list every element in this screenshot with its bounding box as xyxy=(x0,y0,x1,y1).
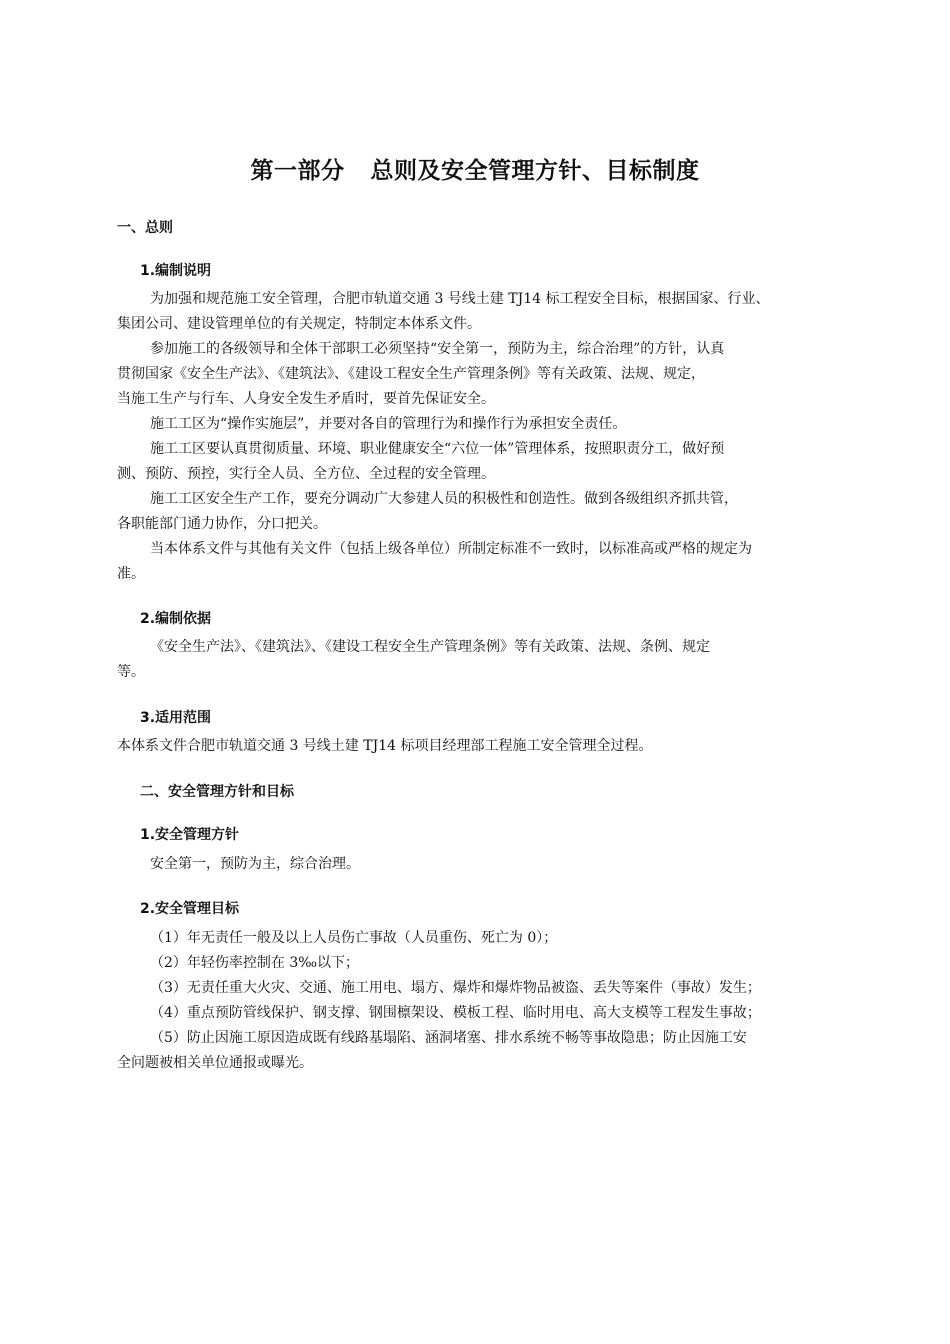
subsection-heading-1-2: 2.编制依据 xyxy=(140,611,212,627)
subsection-heading-1-3: 3.适用范围 xyxy=(140,710,212,726)
section2-sub2-body xyxy=(117,926,867,1076)
paragraph-line: 各职能部门通力协作，分口把关。 xyxy=(117,516,327,532)
section1-sub3-body xyxy=(117,734,867,759)
paragraph-line: 施工工区为“操作实施层”，并要对各自的管理行为和操作行为承担安全责任。 xyxy=(150,416,627,432)
section1-heading: 一、总则 xyxy=(117,220,173,236)
list-item: （3）无责任重大火灾、交通、施工用电、塌方、爆炸和爆炸物品被盗、丢失等案件（事故）发生； xyxy=(150,980,761,996)
paragraph-line: 施工工区要认真贯彻质量、环境、职业健康安全“六位一体”管理体系，按照职责分工，做好预 xyxy=(150,441,725,457)
list-item-continuation: 全问题被相关单位通报或曝光。 xyxy=(117,1055,313,1071)
paragraph-line: 《安全生产法》、《建筑法》、《建设工程安全生产管理条例》等有关政策、法规、条例、规定 xyxy=(150,639,710,655)
subsection-heading-2-2: 2.安全管理目标 xyxy=(140,901,240,917)
section2-heading: 二、安全管理方针和目标 xyxy=(140,784,294,800)
paragraph-line: 当施工生产与行车、人身安全发生矛盾时，要首先保证安全。 xyxy=(117,391,495,407)
section2-sub1-body xyxy=(117,852,867,877)
section1-sub2-body xyxy=(117,635,867,685)
title-text: 总则及安全管理方针、目标制度 xyxy=(370,157,700,184)
section1-sub1-body xyxy=(117,287,867,587)
paragraph-line: 安全第一，预防为主，综合治理。 xyxy=(150,856,360,872)
paragraph-line: 当本体系文件与其他有关文件（包括上级各单位）所制定标准不一致时，以标准高或严格的规定为 xyxy=(150,541,752,557)
paragraph-line: 为加强和规范施工安全管理，合肥市轨道交通 3 号线土建 TJ14 标工程安全目标，根据国家、行业、 xyxy=(150,291,770,307)
subsection-heading-1-1: 1.编制说明 xyxy=(140,263,212,279)
list-item: （2）年轻伤率控制在 3‰以下； xyxy=(150,955,360,971)
paragraph-line: 参加施工的各级领导和全体干部职工必须坚持“安全第一，预防为主，综合治理”的方针，认真 xyxy=(150,341,725,357)
paragraph-line: 测、预防、预控，实行全人员、全方位、全过程的安全管理。 xyxy=(117,466,495,482)
paragraph-line: 施工工区安全生产工作，要充分调动广大参建人员的积极性和创造性。做到各级组织齐抓共管， xyxy=(150,491,738,507)
paragraph-line: 等。 xyxy=(117,664,145,680)
list-item: （4）重点预防管线保护、钢支撑、钢围檩架设、模板工程、临时用电、高大支模等工程发生事故； xyxy=(150,1005,761,1021)
paragraph-line: 本体系文件合肥市轨道交通 3 号线土建 TJ14 标项目经理部工程施工安全管理全过程。 xyxy=(117,738,653,754)
page-title xyxy=(0,152,950,185)
paragraph-line: 贯彻国家《安全生产法》、《建筑法》、《建设工程安全生产管理条例》等有关政策、法规、规定， xyxy=(117,366,705,382)
paragraph-line: 准。 xyxy=(117,566,145,582)
list-item: （5）防止因施工原因造成既有线路基塌陷、涵洞堵塞、排水系统不畅等事故隐患；防止因施工安 xyxy=(150,1030,747,1046)
paragraph-line: 集团公司、建设管理单位的有关规定，特制定本体系文件。 xyxy=(117,316,481,332)
subsection-heading-2-1: 1.安全管理方针 xyxy=(140,827,240,843)
list-item: （1）年无责任一般及以上人员伤亡事故（人员重伤、死亡为 0）； xyxy=(150,930,558,946)
title-part: 第一部分 xyxy=(250,157,345,184)
